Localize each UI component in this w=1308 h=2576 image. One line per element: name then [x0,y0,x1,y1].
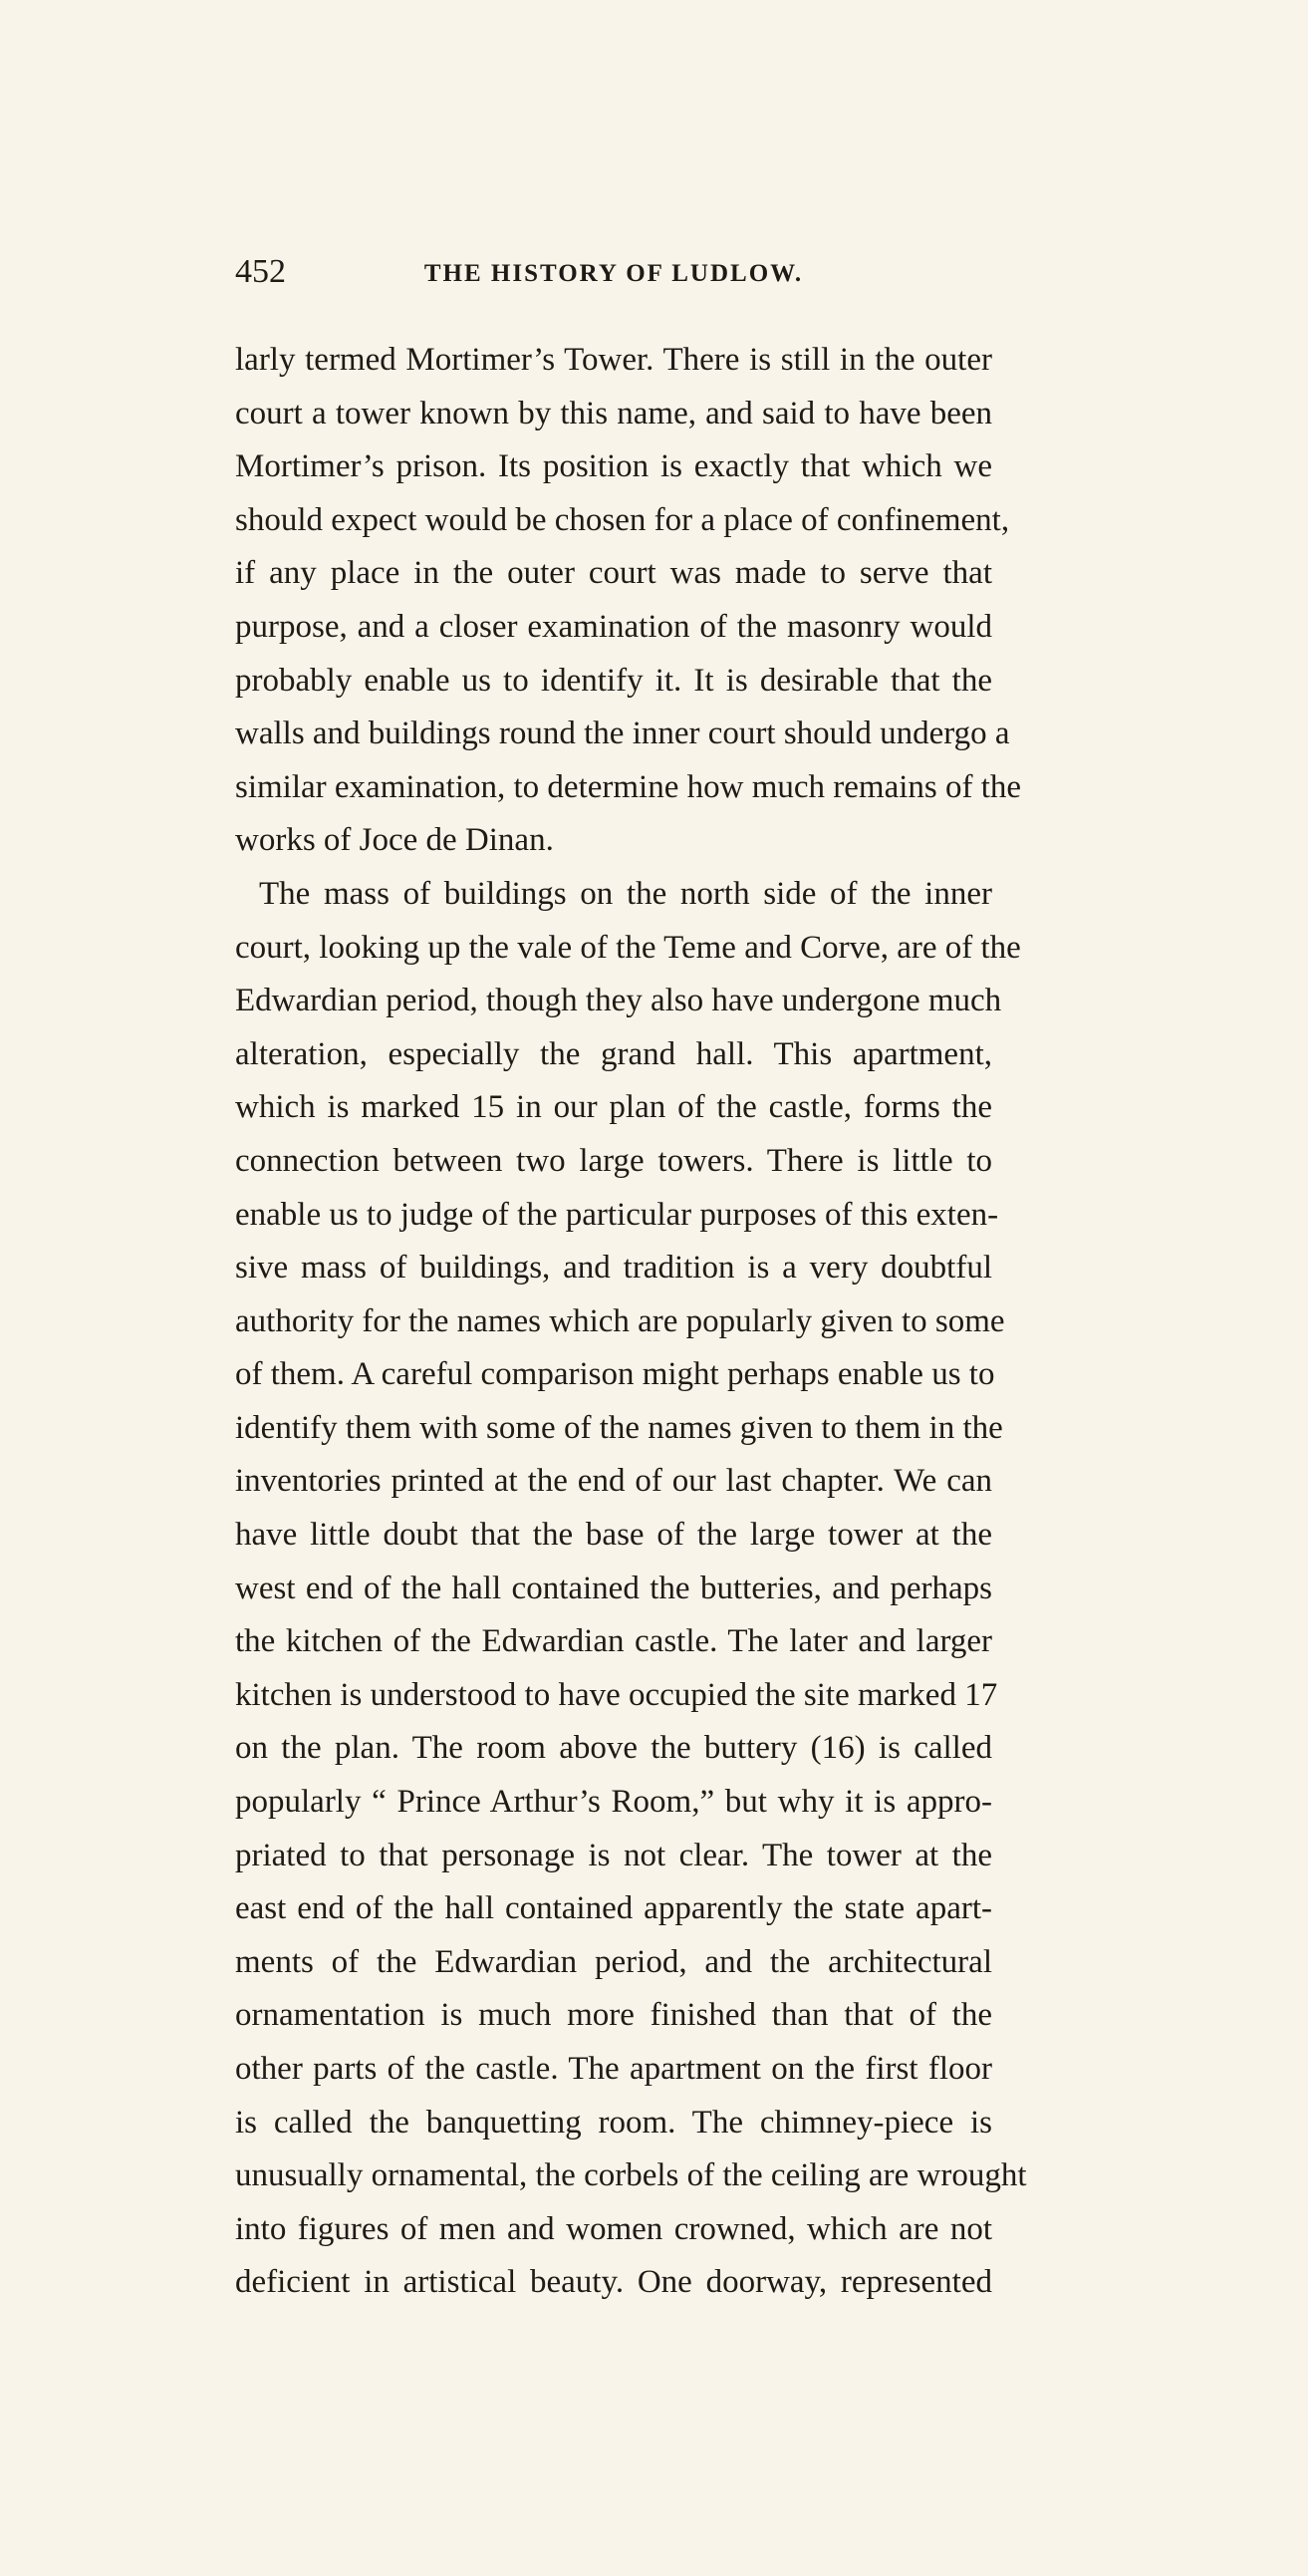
text-line: ments of the Edwardian period, and the architectural [235,1943,992,1980]
text-line: Mortimer’s prison. Its position is exactly that which we [235,448,992,485]
text-line: is called the banquetting room. The chimney-piece is [235,2104,992,2141]
text-line: court a tower known by this name, and said to have been [235,395,992,431]
text-line: connection between two large towers. There is little to [235,1142,992,1179]
text-line: priated to that personage is not clear. The tower at the [235,1837,992,1873]
text-line: enable us to judge of the particular purposes of this exten- [235,1196,999,1233]
text-line: works of Joce de Dinan. [235,822,554,859]
text-line: of them. A careful comparison might perhaps enable us to [235,1356,995,1393]
page-number: 452 [235,253,286,290]
text-line: ornamentation is much more finished than that of the [235,1997,992,2034]
text-line: identify them with some of the names given to them in the [235,1409,1003,1446]
text-line: should expect would be chosen for a place of confinement, [235,501,1010,538]
page-header [235,252,992,292]
text-line: which is marked 15 in our plan of the castle, forms the [235,1089,992,1126]
text-line: larly termed Mortimer’s Tower. There is still in the outer [235,342,992,378]
text-line: deficient in artistical beauty. One doorway, represented [235,2264,992,2301]
text-line: into figures of men and women crowned, which are not [235,2210,992,2247]
text-line: alteration, especially the grand hall. This apartment, [235,1035,992,1072]
text-line: probably enable us to identify it. It is desirable that the [235,662,992,699]
text-line: on the plan. The room above the buttery (16) is called [235,1730,992,1767]
body-text [235,334,1027,2310]
running-title: THE HISTORY OF LUDLOW. [423,260,804,287]
text-line: Edwardian period, though they also have undergone much [235,983,1002,1019]
text-line: inventories printed at the end of our last chapter. We can [235,1463,992,1500]
text-line: popularly “ Prince Arthur’s Room,” but why it is appro- [235,1784,992,1821]
text-line: sive mass of buildings, and tradition is a very doubtful [235,1250,992,1287]
text-line: the kitchen of the Edwardian castle. The later and larger [235,1623,992,1660]
text-line: have little doubt that the base of the large tower at the [235,1517,992,1554]
text-line: authority for the names which are popularly given to some [235,1302,1005,1339]
text-line: court, looking up the vale of the Teme and Corve, are of the [235,929,1021,966]
text-line: east end of the hall contained apparently the state apart- [235,1890,992,1927]
text-line: similar examination, to determine how much remains of the [235,768,1022,805]
text-line: walls and buildings round the inner court should undergo a [235,716,1010,752]
text-line: west end of the hall contained the butteries, and perhaps [235,1570,992,1606]
text-line: kitchen is understood to have occupied the site marked 17 [235,1676,998,1713]
text-line: if any place in the outer court was made to serve that [235,555,992,592]
text-line: purpose, and a closer examination of the masonry would [235,608,992,645]
text-line: other parts of the castle. The apartment on the first floor [235,2051,992,2087]
paragraph-start-line: The mass of buildings on the north side of the inner [259,875,992,912]
text-line: unusually ornamental, the corbels of the ceiling are wrought [235,2157,1027,2194]
